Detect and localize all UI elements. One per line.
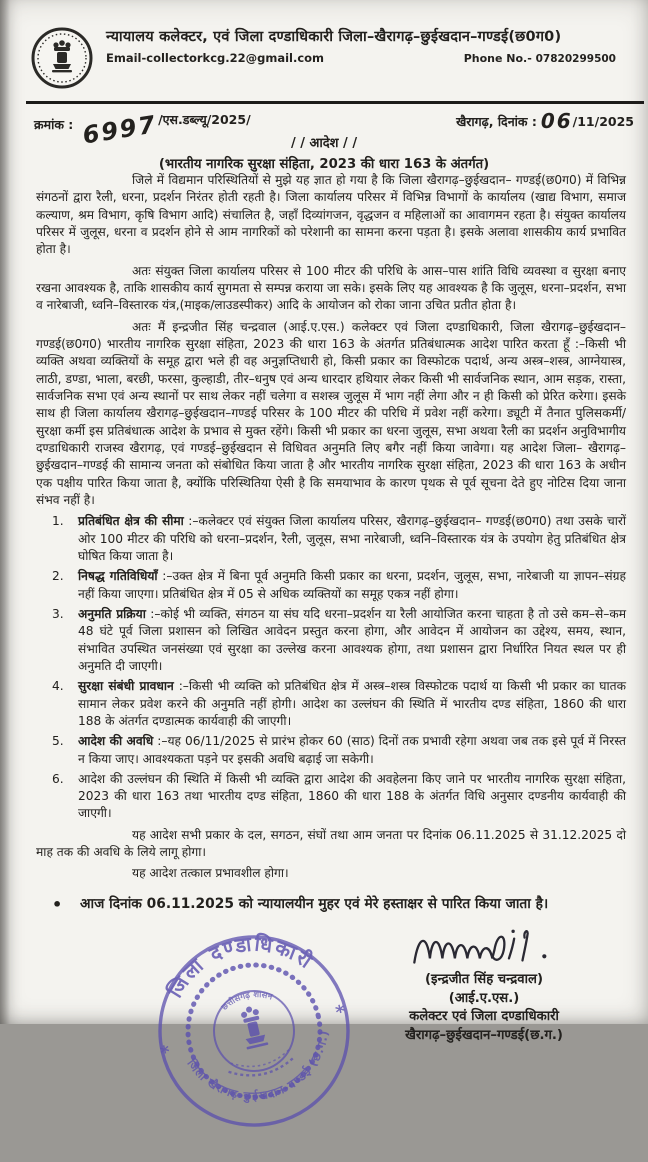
clause-3 bbox=[36, 606, 626, 675]
date-day-handwritten: 06 bbox=[540, 109, 573, 133]
date-rest: /11/2025 bbox=[572, 114, 634, 129]
clause-5 bbox=[36, 733, 626, 768]
clause-title: प्रतिबंधित क्षेत्र की सीमा bbox=[78, 514, 184, 529]
phone-label: Phone No.- bbox=[463, 52, 532, 65]
phone-number: 07820299500 bbox=[535, 53, 616, 65]
clause-text: :–किसी भी व्यक्ति को प्रतिबंधित क्षेत्र में अस्त्र–शस्त्र विस्फोटक पदार्थ या किसी भी प्रकार का घातक सामान लेकर प्रवेश करने की अनुमति नहीं होगी। आदेश का उल्लंघन की स्थिति में भारतीय दण्ड संहिता, 1860 की धारा 188 के अंतर्गत दण्डात्मक कार्यवाही की जाएगी। bbox=[78, 679, 626, 728]
office-phone bbox=[464, 52, 630, 65]
clause-text: :–कलेक्टर एवं संयुक्त जिला कार्यालय परिसर, खैरागढ़–छुईखदान– गण्डई(छ0ग0) तथा उसके चारों ओर 100 मीटर की परिधि को धरना–प्रदर्शन, रैली, जुलूस, सभा नारेबाजी, ध्वनि–विस्तारक यंत्र के उपयोग हेतु प्रतिबंधित क्षेत्र घोषित किया जाता है। bbox=[78, 514, 626, 563]
svg-text:जिला दण्डाधिकारी bbox=[154, 917, 322, 1007]
svg-text:*: * bbox=[158, 1042, 173, 1065]
clause-number: 3. bbox=[52, 606, 64, 621]
clause-number: 5. bbox=[52, 734, 64, 749]
letterhead-text bbox=[106, 26, 630, 65]
clause-number: 1. bbox=[52, 514, 64, 529]
place-date-label: खैरागढ़, दिनांक : bbox=[456, 114, 537, 129]
signature-area bbox=[0, 921, 648, 1104]
signatory-district: खैरागढ़–छुईखदान–गण्डई(छ.ग.) bbox=[405, 1027, 563, 1043]
clause-text: :–उक्त क्षेत्र में बिना पूर्व अनुमति किसी प्रकार का धरना, प्रदर्शन, जुलूस, सभा, नारेबाजी या ज्ञापन–संग्रह नहीं किया जाएगा। प्रतिबंधित क्षेत्र में 05 से अधिक व्यक्तियों का समूह एकत्र नहीं होगा। bbox=[78, 569, 626, 601]
serial-suffix: /एस.डब्ल्यू/2025/ bbox=[158, 112, 251, 127]
letterhead-contact-row bbox=[106, 51, 630, 65]
signatory-name: (इन्द्रजीत सिंह चन्द्रवाल) bbox=[425, 972, 543, 988]
clause-title: आदेश की अवधि bbox=[78, 734, 154, 749]
clause-title: सुरक्षा संबंधी प्रावधान bbox=[78, 679, 174, 694]
clause-text: आदेश की उल्लंघन की स्थिति में किसी भी व्यक्ति द्वारा आदेश की अवहेलना किए जाने पर भारतीय नागरिक सुरक्षा संहिता, 2023 की धारा 163 तथा भारतीय दण्ड संहिता, 1860 की धारा 188 के अंतर्गत विधि अनुसार दण्डनीय कार्यवाही की जाएगी। bbox=[78, 771, 626, 821]
stamp-arc-top-text: जिला दण्डाधिकारी bbox=[162, 931, 319, 1003]
signatory-service: (आई.ए.एस.) bbox=[448, 990, 520, 1006]
order-paragraph-3: अतः मैं इन्द्रजीत सिंह चन्द्रवाल (आई.ए.एस.) कलेक्टर एवं जिला दण्डाधिकारी, जिला खैरागढ़–छुईखदान–गण्डई(छ0ग0) भारतीय नागरिक सुरक्षा संहिता, 2023 की धारा 163 के अंतर्गत प्रतिबंधात्मक आदेश पारित करता हूँ :–किसी भी व्यक्ति अथवा व्यक्तियों के समूह द्वारा भले ही वह अनुज्ञप्तिधारी हो, किसी प्रकार का विस्फोटक पदार्थ, अन्य अस्त्र–शस्त्र, आग्नेयास्त्र, लाठी, डण्डा, भाला, बरछी, फरसा, कुल्हाडी, तीर–धनुष एवं अन्य धारदार हथियार लेकर किसी भी सार्वजनिक स्थान, आम सड़क, रास्ता, सार्वजनिक सभा एवं अन्य स्थानों पर साथ लेकर नहीं चलेगा व सशस्त्र जुलूस में भाग नहीं लेगा और न ही किसी को प्रेरित करेगा। इसके साथ ही जिला कार्यालय खैरागढ़–छुईखदान–गण्डई परिसर के 100 मीटर की परिधि में प्रवेश नहीं करेगा। ड्यूटी में तैनात पुलिसकर्मी/सुरक्षा कर्मी इस प्रतिबंधात्क आदेश के प्रभाव से मुक्त रहेंगे। किसी भी प्रकार का धरना जुलूस, सभा अथवा रैली का प्रदर्शन अनुविभागीय दण्डाधिकारी राजस्व खैरागढ़, एवं गण्डई–छुईखदान से विधिवत अनुमति लिए बगैर नहीं किया जावेगा। यह आदेश जिला– खैरागढ़–छुईखदान–गण्डई की सामान्य जनता को संबोधित किया जाता है और भारतीय नागरिक सुरक्षा संहिता, 2023 की धारा 163 के अधीन एक पक्षीय पारित किया जाता है, क्योंकि परिस्थितिया ऐसी है कि समयाभाव के कारण पृथक से पूर्व सूचना देते हुए नोटिस दिया जाना संभव नहीं है। bbox=[36, 319, 626, 507]
handwritten-signature-icon bbox=[334, 923, 634, 975]
order-clauses bbox=[36, 513, 626, 823]
letterhead bbox=[0, 0, 648, 94]
clause-title: अनुमति प्रक्रिया bbox=[78, 606, 146, 621]
office-email: Email-collectorkcg.22@gmail.com bbox=[106, 51, 325, 65]
order-heading: / / आदेश / / bbox=[290, 136, 358, 151]
clause-1 bbox=[36, 513, 626, 565]
clause-text: :–कोई भी व्यक्ति, संगठन या संघ यदि धरना–प्रदर्शन या रैली आयोजित करना चाहता है तो उसे कम–से–कम 48 घंटे पूर्व जिला प्रशासन को लिखित आवेदन प्रस्तुत करना होगा, और आवेदन में आयोजन का उद्देश्य, समय, स्थान, संभावित उपस्थित जनसंख्या एवं सुरक्षा का उल्लेख करना आवश्यक होगा, तथा प्रशासन द्वारा निर्धारित नियत स्थल पर ही अनुमति दी जाएगी। bbox=[78, 606, 627, 673]
clause-number: 4. bbox=[52, 679, 64, 694]
order-paragraph-2: अतः संयुक्त जिला कार्यालय परिसर से 100 मीटर की परिधि के आस–पास शांति विधि व्यवस्था व सुरक्षा बनाए रखना आवश्यक है, ताकि शासकीय कार्य सुगमता से सम्पन्न कराया जा सके। इसके लिए यह आवश्यक है कि जुलूस, धरना–प्रदर्शन, सभा व नारेबाजी, ध्वनि–विस्तारक यंत्र,(माइक/लाउडस्पीकर) आदि के आयोजन को रोका जाना उचित प्रतीत होता है। bbox=[36, 263, 626, 313]
closing-paragraph-2: यह आदेश तत्काल प्रभावशील होगा। bbox=[132, 866, 289, 881]
order-subheading: (भारतीय नागरिक सुरक्षा संहिता, 2023 की धारा 163 के अंतर्गत) bbox=[158, 157, 490, 172]
signatory-designation: कलेक्टर एवं जिला दण्डाधिकारी bbox=[409, 1009, 559, 1025]
clause-number: 6. bbox=[52, 771, 64, 786]
closing-paragraph-1: यह आदेश सभी प्रकार के दल, सगठन, संघों तथा आम जनता पर दिनांक 06.11.2025 से 31.12.2025 दो माह तक की अवधि के लिये लागू होगा। bbox=[36, 827, 626, 860]
stamp-inner-arc-text: छत्तीसगढ़ शासन bbox=[219, 990, 274, 1014]
place-date-line bbox=[456, 109, 634, 133]
signature-block bbox=[334, 923, 634, 1045]
order-paragraph-1: जिले में विद्यमान परिस्थितियों से मुझे यह ज्ञात हो गया है कि जिला खैरागढ़–छुईखदान– गण्डई(छ0ग0) में विभिन्न संगठनों द्वारा रैली, धरना, प्रदर्शन निरंतर होती रहती है। जिला कार्यालय परिसर में विभिन्न विभागों के कार्यालय (खाद्य विभाग, समाज कल्याण, श्रम विभाग, कृषि विभाग आदि) संचालित है, जहाँ दिव्यांगजन, वृद्धजन व महिलाओं का आवागमन रहता है। संयुक्त कार्यालय परिसर में जुलूस, धरना व प्रदर्शन होने से आम नागरिकों को परेशानी का सामना करना पड़ता है। इसके अलावा शासकीय कार्य प्रभावित होता है। bbox=[36, 173, 626, 257]
national-emblem-seal-icon bbox=[30, 26, 94, 94]
serial-number-line bbox=[34, 109, 251, 150]
clause-number: 2. bbox=[52, 569, 64, 584]
serial-number-handwritten: 6997 bbox=[80, 110, 160, 150]
clause-title: निषद्ध गतिविधियाँ bbox=[78, 569, 158, 584]
clause-2 bbox=[36, 568, 626, 603]
clause-4 bbox=[36, 678, 626, 730]
proclamation-text: आज दिनांक 06.11.2025 को न्यायालयीन मुहर एवं मेरे हस्ताक्षर से पारित किया जाता है। bbox=[80, 895, 549, 912]
clause-6 bbox=[36, 771, 626, 823]
serial-label: क्रमांक : bbox=[34, 117, 74, 132]
office-title: न्यायालय कलेक्टर, एवं जिला दण्डाधिकारी जिला–खैरागढ़–छुईखदान–गण्डई(छ0ग0) bbox=[106, 29, 562, 45]
bullet-icon: • bbox=[52, 894, 63, 914]
clause-text: :–यह 06/11/2025 से प्रारंभ होकर 60 (साठ) दिनों तक प्रभावी रहेगा अथवा जब तक इसे पूर्व में निरस्त न किया जाए। आवश्यकता पड़ने पर इसकी अवधि बढ़ाई जा सकेगी। bbox=[78, 734, 626, 766]
stamp-arc-bottom-text: जिला खैरागढ़-छुईखदान-गण्डई (छ.ग.) bbox=[184, 1029, 332, 1104]
svg-text:*: * bbox=[333, 1001, 348, 1025]
